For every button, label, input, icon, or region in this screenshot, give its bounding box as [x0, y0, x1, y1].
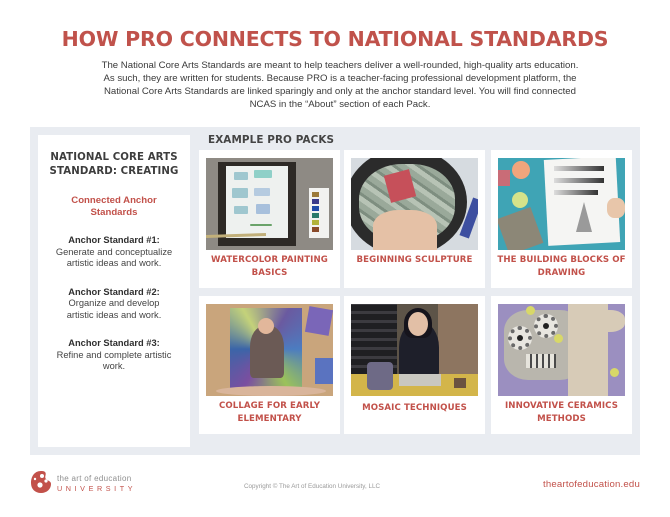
connected-anchor-subheading	[38, 195, 190, 219]
label-line: THE BUILDING BLOCKS OF	[497, 255, 626, 265]
anchor-standard-3	[38, 338, 190, 373]
collage-thumbnail	[206, 304, 333, 396]
anchor-desc: artistic ideas and work.	[66, 309, 162, 320]
label-line: WATERCOLOR PAINTING	[211, 255, 328, 265]
standards-heading	[38, 151, 190, 179]
pack-card-watercolor[interactable]	[199, 150, 340, 288]
pack-card-sculpture[interactable]	[344, 150, 485, 288]
subheading-line: Connected Anchor	[71, 195, 157, 206]
label-line: DRAWING	[537, 268, 586, 278]
content-panel	[30, 127, 640, 455]
subheading-line: Standards	[90, 207, 138, 218]
label-line: METHODS	[537, 414, 586, 424]
brand-logo-text	[57, 474, 136, 493]
anchor-title: Anchor Standard #1:	[68, 235, 160, 245]
anchor-desc: Refine and complete artistic	[56, 349, 172, 360]
anchor-title: Anchor Standard #3:	[68, 338, 160, 348]
pack-label	[493, 254, 630, 280]
copyright-text: Copyright © The Art of Education University, LLC	[244, 483, 381, 490]
label-line: MOSAIC TECHNIQUES	[362, 403, 467, 413]
anchor-title: Anchor Standard #2:	[68, 286, 160, 297]
intro-line: As such, they are written for students. Because PRO is a teacher-facing professional development platform, the	[103, 73, 577, 84]
intro-line: NCAS in the “About” section of each Pack.	[249, 99, 431, 110]
pack-card-ceramics[interactable]	[491, 296, 632, 434]
anchor-desc: artistic ideas and work.	[66, 258, 162, 268]
label-line: BASICS	[251, 268, 288, 278]
pack-label	[346, 402, 483, 415]
drawing-thumbnail	[498, 158, 625, 250]
anchor-desc: Organize and develop	[68, 298, 160, 308]
sculpture-thumbnail	[351, 158, 478, 250]
label-line: ELEMENTARY	[237, 414, 302, 424]
pack-card-collage[interactable]	[199, 296, 340, 434]
page-title: HOW PRO CONNECTS TO NATIONAL STANDARDS	[61, 27, 609, 51]
heading-line: NATIONAL CORE ARTS	[50, 152, 178, 163]
heading-line: STANDARD: CREATING	[49, 166, 179, 177]
pack-label	[493, 400, 630, 426]
anchor-desc: Generate and conceptualize	[55, 246, 173, 257]
pack-card-mosaic[interactable]	[344, 296, 485, 434]
anchor-standard-2	[38, 287, 190, 322]
pack-label	[346, 254, 483, 267]
paint-palette-icon	[30, 470, 52, 494]
website-link[interactable]: theartofeducation.edu	[542, 479, 640, 490]
standards-card	[38, 135, 190, 447]
anchor-standard-1	[38, 235, 190, 270]
mosaic-thumbnail	[351, 304, 478, 396]
brand-bottom-text: UNIVERSITY	[57, 484, 137, 493]
intro-line: The National Core Arts Standards are meant to help teachers deliver a well-rounded, high-quality arts education.	[101, 60, 579, 71]
ceramics-thumbnail	[498, 304, 625, 396]
pack-label	[201, 400, 338, 426]
anchor-desc: work.	[102, 361, 126, 371]
pack-label	[201, 254, 338, 280]
intro-line: National Core Arts Standards are linked sparingly and only at the anchor standard level. You will find connected	[104, 86, 576, 97]
pack-card-drawing[interactable]	[491, 150, 632, 288]
brand-top-text: the art of education	[57, 474, 132, 483]
intro-paragraph	[60, 59, 620, 111]
label-line: BEGINNING SCULPTURE	[356, 255, 473, 265]
label-line: INNOVATIVE CERAMICS	[504, 401, 619, 411]
label-line: COLLAGE FOR EARLY	[218, 401, 321, 411]
watercolor-thumbnail	[206, 158, 333, 250]
example-packs-heading: EXAMPLE PRO PACKS	[208, 134, 335, 146]
